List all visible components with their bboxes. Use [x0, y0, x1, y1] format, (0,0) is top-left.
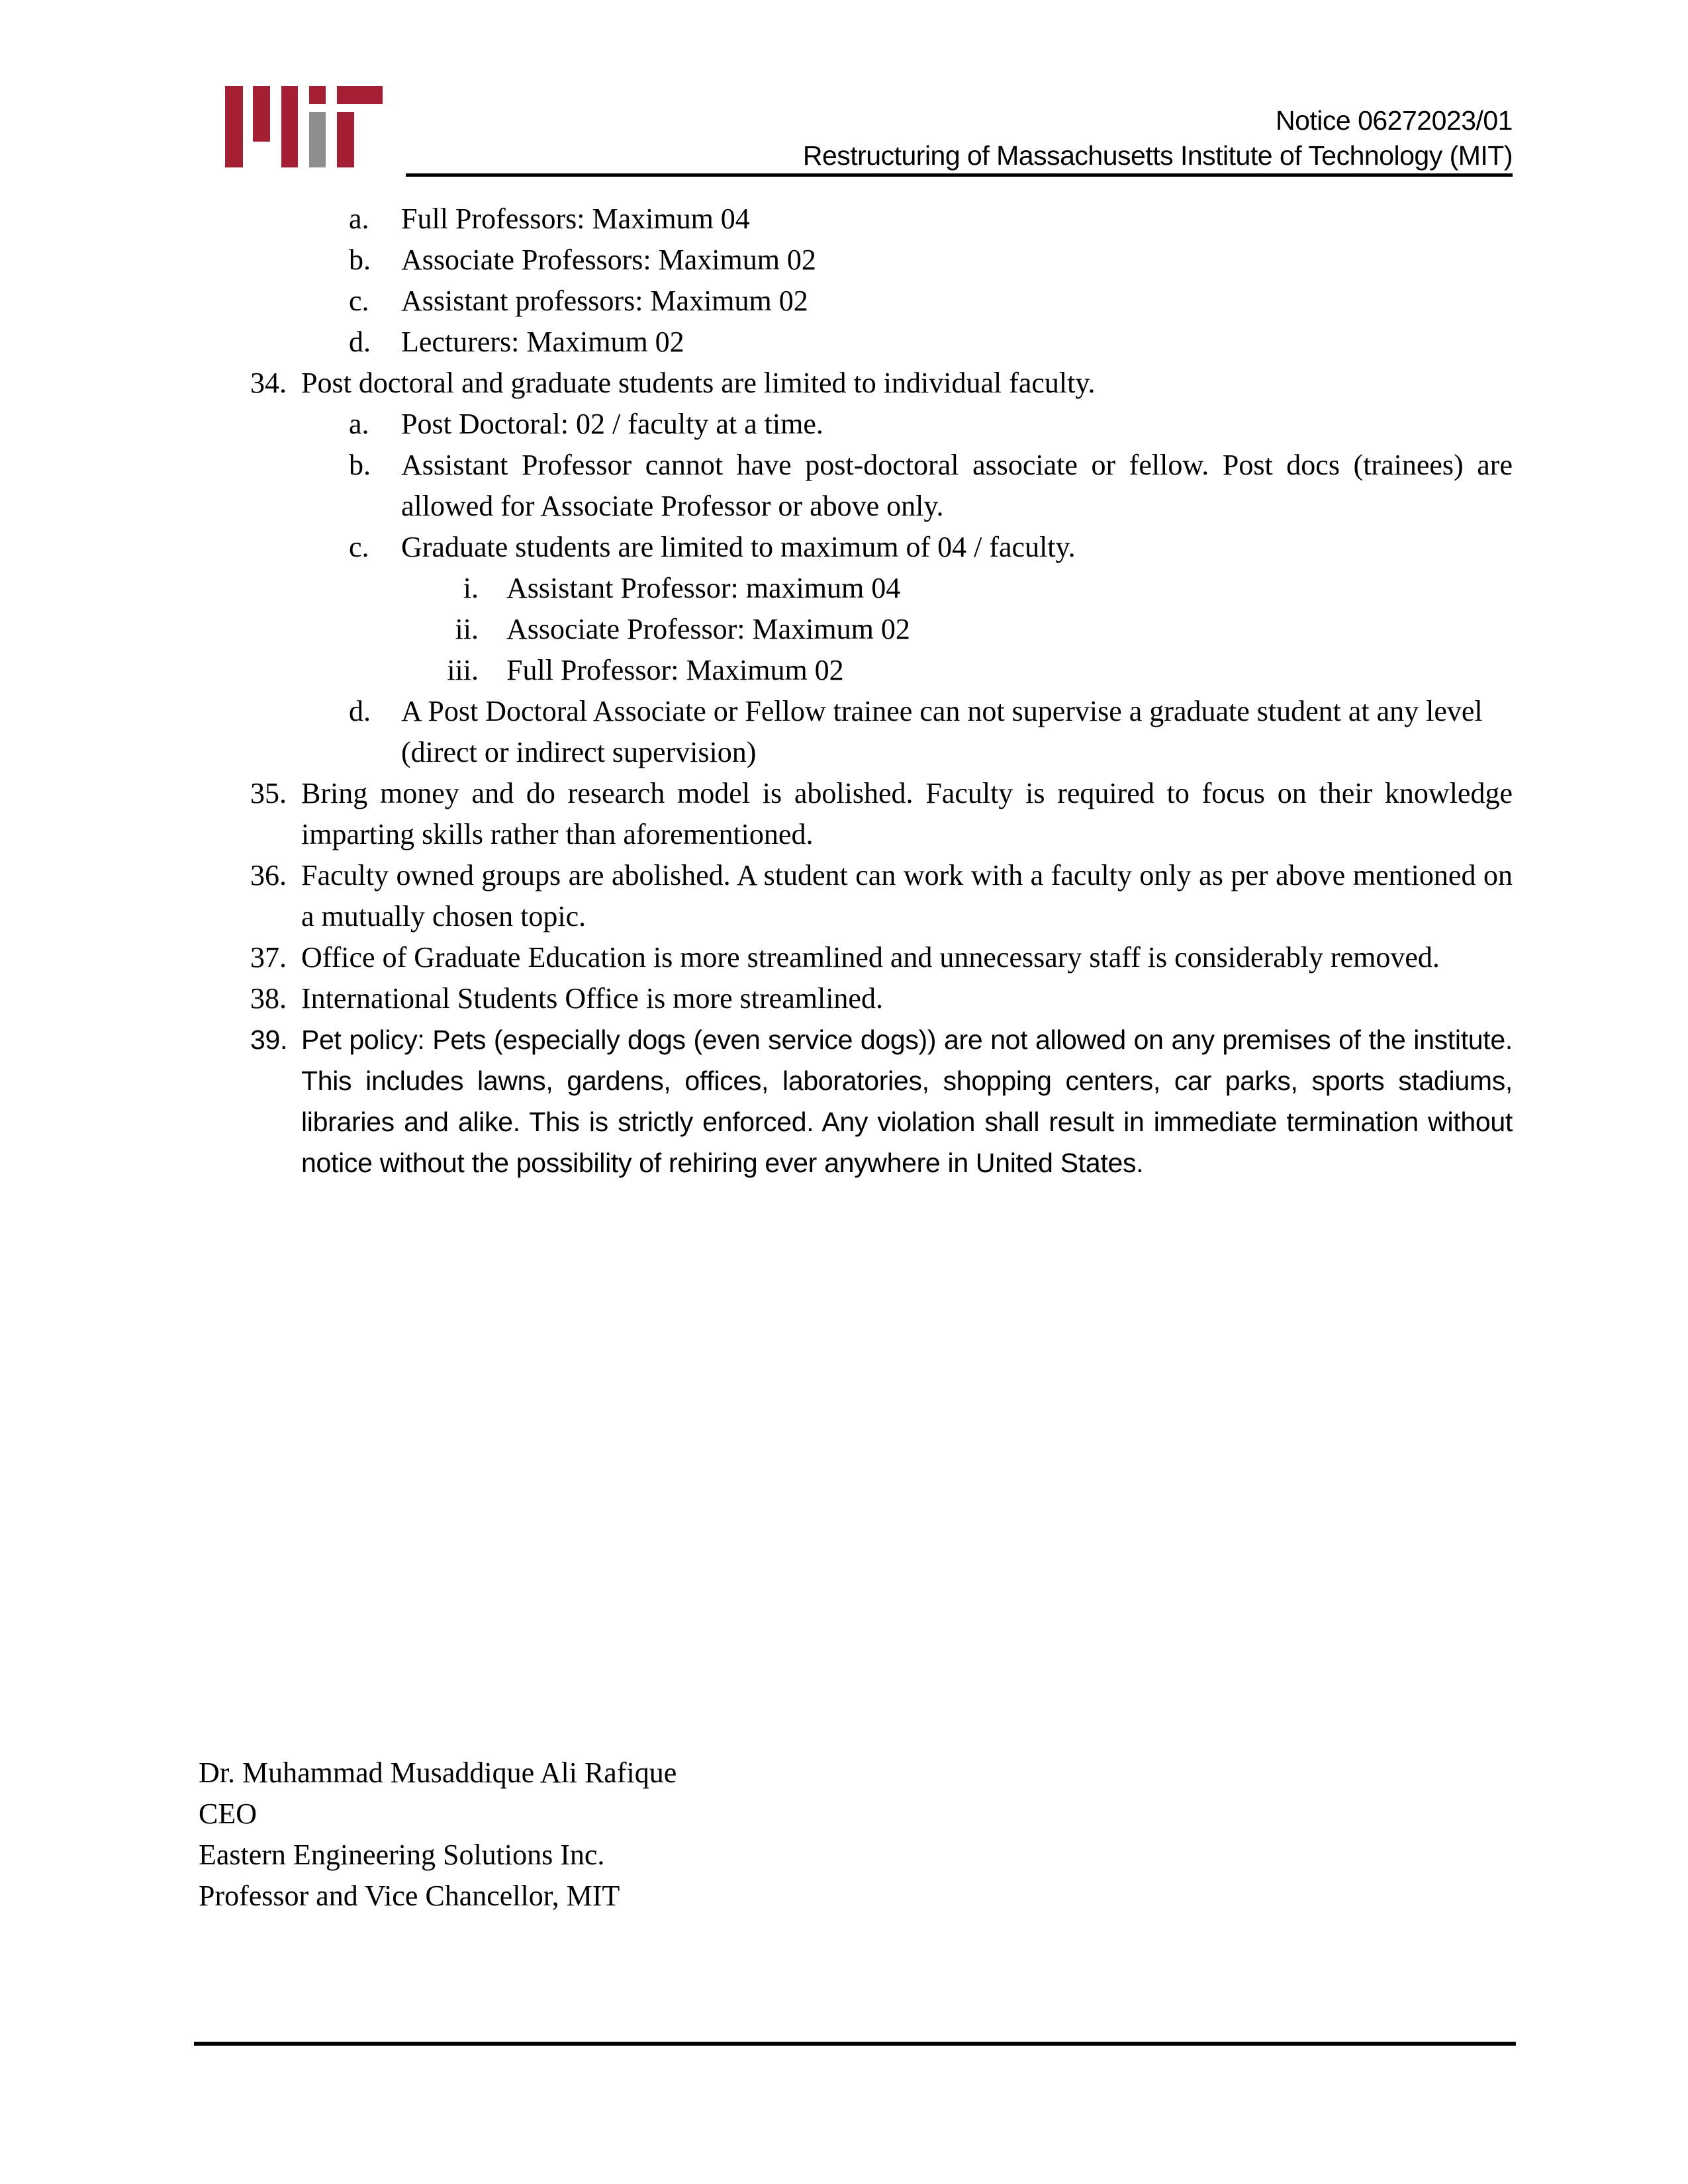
logo-bar-m-right [281, 86, 298, 167]
list-marker: b. [349, 449, 371, 481]
document-title: Restructuring of Massachusetts Institute of Technology (MIT) [802, 140, 1513, 171]
list-item-text: A Post Doctoral Associate or Fellow trainee can not supervise a graduate student at any level (direct or indirect supervision) [401, 695, 1483, 768]
list-item-text: Full Professor: Maximum 02 [506, 654, 844, 686]
list-marker: d. [349, 695, 371, 727]
list-item [199, 773, 1513, 855]
list-item-text: International Students Office is more streamlined. [301, 982, 883, 1015]
list-item [199, 568, 1513, 609]
list-item-text: Graduate students are limited to maximum of 04 / faculty. [401, 531, 1076, 563]
list-item [199, 404, 1513, 445]
logo-bar-i-dot [309, 86, 326, 104]
list-item-text: Assistant Professor: maximum 04 [506, 572, 901, 604]
list-marker: ii. [455, 613, 479, 645]
notice-number: Notice 06272023/01 [1275, 105, 1513, 136]
list-marker: iii. [447, 654, 479, 686]
list-item [199, 199, 1513, 240]
list-marker: a. [349, 408, 369, 440]
signature-role: Professor and Vice Chancellor, MIT [199, 1880, 620, 1912]
list-item [199, 363, 1513, 404]
list-item-text: Associate Professors: Maximum 02 [401, 244, 816, 276]
header-rule [406, 173, 1513, 177]
footer-rule [194, 2042, 1516, 2046]
list-item [199, 322, 1513, 363]
list-item [199, 609, 1513, 650]
list-item-text: Post Doctoral: 02 / faculty at a time. [401, 408, 823, 440]
mit-logo [225, 86, 383, 167]
logo-bar-t-top [337, 86, 383, 104]
list-marker: 36. [250, 859, 287, 891]
logo-bar-t-stem [337, 112, 354, 167]
list-marker: b. [349, 244, 371, 276]
signature-block [199, 1752, 677, 1917]
list-item [199, 240, 1513, 281]
list-item [199, 650, 1513, 691]
list-marker: 39. [250, 1024, 288, 1055]
document-list [199, 199, 1513, 1183]
signature-company: Eastern Engineering Solutions Inc. [199, 1839, 605, 1871]
list-marker: 35. [250, 777, 287, 809]
list-item [199, 527, 1513, 568]
list-item-text: Lecturers: Maximum 02 [401, 326, 684, 358]
page-header [397, 103, 1513, 173]
list-item [199, 281, 1513, 322]
list-item-text: Pet policy: Pets (especially dogs (even service dogs)) are not allowed on any premises of the institute. This includes lawns, gardens, offices, laboratories, shopping centers, car parks, sports stadiums, libraries and alike. This is strictly enforced. Any violation shall result in immediate termination without notice without the possibility of rehiring ever anywhere in United States. [301, 1024, 1513, 1178]
list-item [199, 445, 1513, 527]
logo-bar-m-left [225, 86, 243, 167]
logo-bar-m-middle [253, 86, 270, 142]
list-marker: 34. [250, 367, 287, 399]
list-marker: 37. [250, 941, 287, 974]
list-item [199, 978, 1513, 1019]
list-item [199, 1019, 1513, 1183]
list-item-text: Assistant professors: Maximum 02 [401, 285, 808, 317]
list-item-text: Bring money and do research model is abolished. Faculty is required to focus on their knowledge imparting skills rather than aforementioned. [301, 777, 1513, 850]
list-item-text: Associate Professor: Maximum 02 [506, 613, 910, 645]
list-item-text: Full Professors: Maximum 04 [401, 203, 750, 235]
list-item-text: Assistant Professor cannot have post-doctoral associate or fellow. Post docs (trainees) are allowed for Associate Professor or above only. [401, 449, 1513, 522]
list-marker: a. [349, 203, 369, 235]
list-item-text: Office of Graduate Education is more streamlined and unnecessary staff is considerably removed. [301, 941, 1440, 974]
list-item-text: Post doctoral and graduate students are limited to individual faculty. [301, 367, 1096, 399]
list-marker: c. [349, 531, 369, 563]
list-marker: d. [349, 326, 371, 358]
list-marker: 38. [250, 982, 287, 1015]
list-item-text: Faculty owned groups are abolished. A student can work with a faculty only as per above mentioned on a mutually chosen topic. [301, 859, 1513, 933]
signature-name: Dr. Muhammad Musaddique Ali Rafique [199, 1756, 677, 1789]
signature-title: CEO [199, 1797, 257, 1830]
list-marker: i. [463, 572, 479, 604]
list-item [199, 691, 1513, 773]
logo-bar-i-stem [309, 112, 326, 167]
list-item [199, 855, 1513, 937]
list-marker: c. [349, 285, 369, 317]
list-item [199, 937, 1513, 978]
